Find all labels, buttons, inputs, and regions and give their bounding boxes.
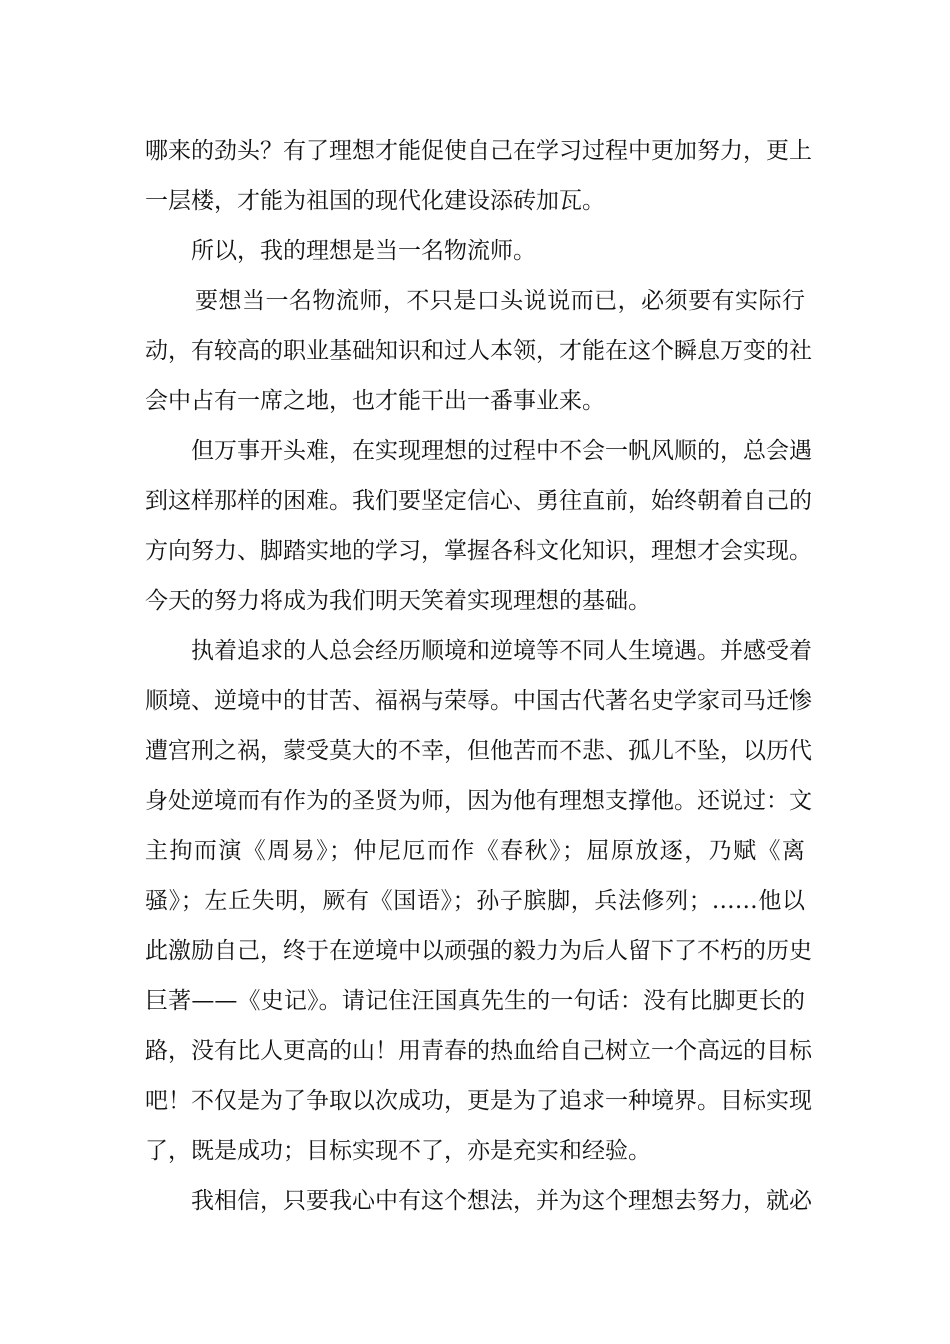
text-line: 身处逆境而有作为的圣贤为师，因为他有理想支撑他。还说过：文 bbox=[145, 788, 812, 814]
text-line: 遭宫刑之祸，蒙受莫大的不幸，但他苦而不悲、孤儿不坠，以历代 bbox=[145, 738, 812, 764]
text-line: 路，没有比人更高的山！用青春的热血给自己树立一个高远的目标 bbox=[145, 1038, 812, 1064]
text-line: 要想当一名物流师，不只是口头说说而已，必须要有实际行 bbox=[195, 288, 805, 314]
text-line: 执着追求的人总会经历顺境和逆境等不同人生境遇。并感受着 bbox=[191, 638, 812, 664]
text-line: 了，既是成功；目标实现不了，亦是充实和经验。 bbox=[145, 1138, 651, 1164]
text-line: 方向努力、脚踏实地的学习，掌握各科文化知识，理想才会实现。 bbox=[145, 538, 812, 564]
text-line: 哪来的劲头？有了理想才能促使自己在学习过程中更加努力，更上 bbox=[145, 138, 812, 164]
text-line: 到这样那样的困难。我们要坚定信心、勇往直前，始终朝着自己的 bbox=[145, 488, 812, 514]
text-line: 但万事开头难，在实现理想的过程中不会一帆风顺的，总会遇 bbox=[191, 438, 812, 464]
text-line: 此激励自己，终于在逆境中以顽强的毅力为后人留下了不朽的历史 bbox=[145, 938, 812, 964]
text-line: 我相信，只要我心中有这个想法，并为这个理想去努力，就必 bbox=[191, 1188, 812, 1214]
text-line: 巨著——《史记》。请记住汪国真先生的一句话：没有比脚更长的 bbox=[145, 988, 805, 1014]
text-line: 一层楼，才能为祖国的现代化建设添砖加瓦。 bbox=[145, 188, 605, 214]
text-line: 所以，我的理想是当一名物流师。 bbox=[191, 238, 536, 264]
text-line: 主拘而演《周易》；仲尼厄而作《春秋》；屈原放逐，乃赋《离 bbox=[145, 838, 805, 864]
text-line: 顺境、逆境中的甘苦、福祸与荣辱。中国古代著名史学家司马迁惨 bbox=[145, 688, 812, 714]
text-line: 会中占有一席之地，也才能干出一番事业来。 bbox=[145, 388, 605, 414]
text-line: 吧！不仅是为了争取以次成功，更是为了追求一种境界。目标实现 bbox=[145, 1088, 812, 1114]
text-line: 骚》；左丘失明，厥有《国语》；孙子膑脚，兵法修列；……他以 bbox=[145, 888, 805, 914]
text-line: 动，有较高的职业基础知识和过人本领，才能在这个瞬息万变的社 bbox=[145, 338, 812, 364]
text-line: 今天的努力将成为我们明天笑着实现理想的基础。 bbox=[145, 588, 651, 614]
